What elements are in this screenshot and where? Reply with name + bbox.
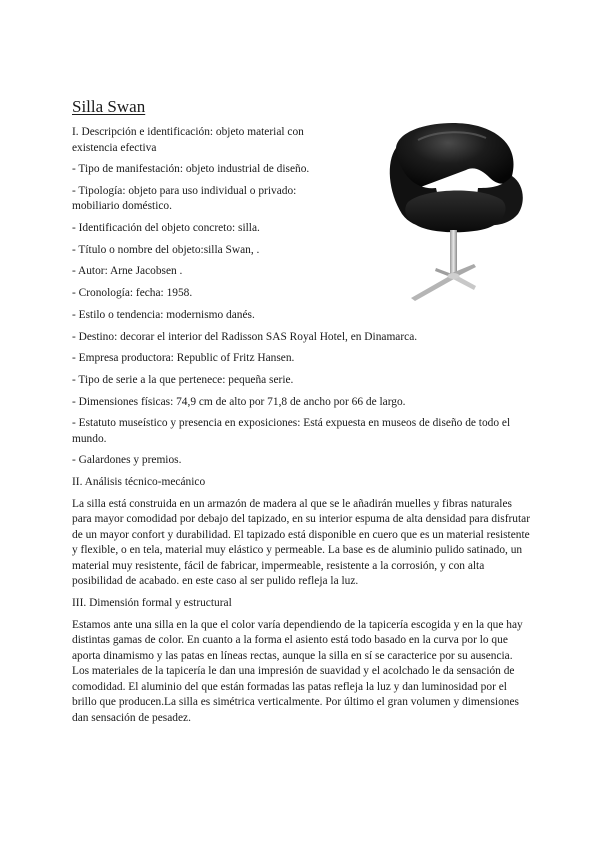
list-item: - Tipo de manifestación: objeto industrial de diseño. [72,163,310,176]
document-title: Silla Swan [72,97,146,116]
section3-body: Estamos ante una silla en la que el color varía dependiendo de la tapicería escogida y en la que hay distintas gamas de color. En cuanto a la forma el asiento está todo basado en la curva por lo que aporta dinamismo y las patas en líneas rectas, aunque la silla en sí se caracterice por su ausencia. Los materiales de la tapicería le dan una impresión de suavidad y el acolchado le da sensación de comodidad. El aluminio del que están formadas las patas refleja la luz y dan luminosidad por el brillo que producen.La silla es simétrica verticalmente. Por último el gran volumen y dimensiones dan sensación de pesadez. [72,618,523,724]
section3-heading: III. Dimensión formal y estructural [72,597,232,609]
section1-heading: I. Descripción e identificación: objeto material con existencia efectiva [72,126,304,154]
list-item: - Cronología: fecha: 1958. [72,287,193,300]
list-item: - Tipo de serie a la que pertenece: pequeña serie. [72,373,294,386]
list-item: - Estilo o tendencia: modernismo danés. [72,308,255,321]
list-item: - Tipología: objeto para uso individual o privado: mobiliario doméstico. [72,184,297,213]
list-item: - Título o nombre del objeto:silla Swan, . [72,243,260,256]
document-body [72,125,530,732]
list-item: - Galardones y premios. [72,454,182,467]
list-item: - Identificación del objeto concreto: silla. [72,222,260,235]
list-item: - Dimensiones físicas: 74,9 cm de alto por 71,8 de ancho por 66 de largo. [72,395,406,408]
list-item: - Destino: decorar el interior del Radisson SAS Royal Hotel, en Dinamarca. [72,330,418,343]
list-item: - Empresa productora: Republic of Fritz Hansen. [72,352,295,365]
list-item: - Estatuto museístico y presencia en exposiciones: Está expuesta en museos de diseño de todo el mundo. [72,417,511,445]
section2-body: La silla está construida en un armazón de madera al que se le añadirán muelles y fibras naturales para mayor comodidad por debajo del tapizado, en su interior espuma de alta densidad para disfrutar de un mayor confort y durabilidad. El tapizado está disponible en cuero que es un material resistente y flexible, o en tela, material muy elástico y permeable. La base es de aluminio pulido satinado, un material muy resistente, fácil de fabricar, impermeable, resistente a la corrosión, y con alta posibilidad de acabado. en este caso al ser pulido refleja la luz. [72,497,530,588]
section2-heading: II. Análisis técnico-mecánico [72,476,206,489]
list-item: - Autor: Arne Jacobsen . [72,265,183,278]
